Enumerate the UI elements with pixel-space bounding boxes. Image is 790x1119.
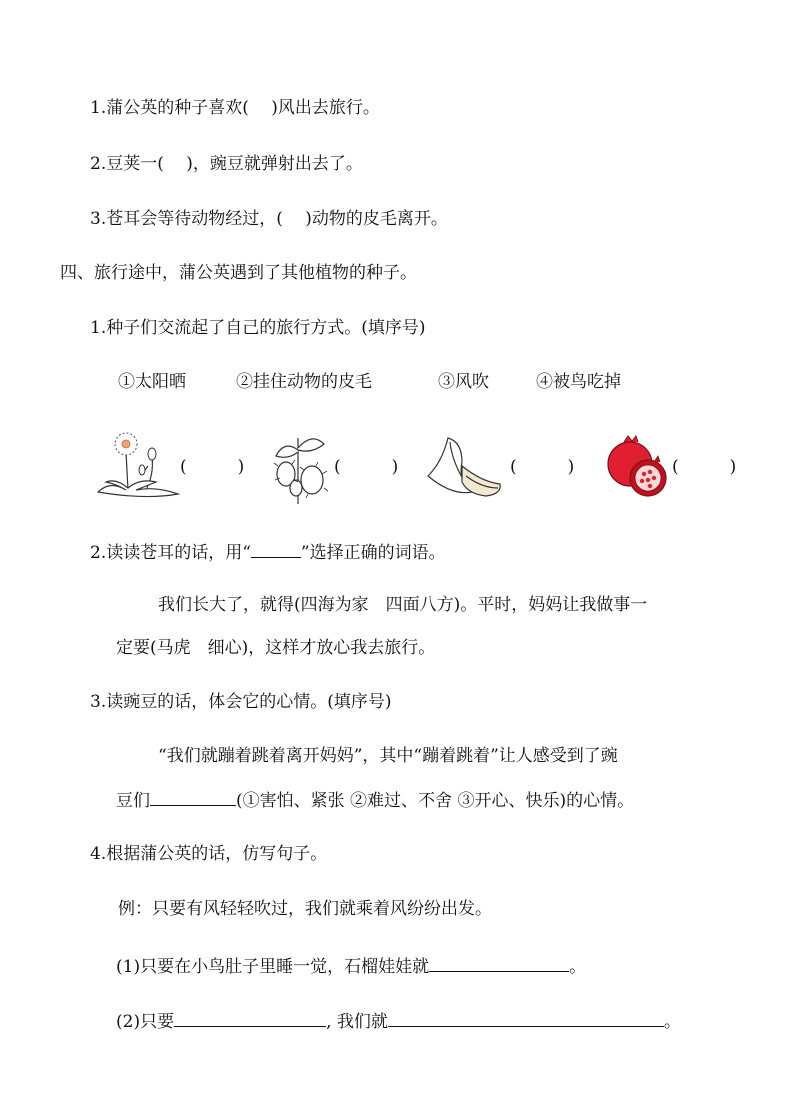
q4-item-2-mid: , 我们就 bbox=[326, 1012, 388, 1032]
question-item-2: 2.豆荚一( )，豌豆就弹射出去了。 bbox=[90, 154, 363, 174]
cocklebur-answer[interactable]: ( ) bbox=[334, 457, 399, 477]
q2-passage-line-2: 定要(马虎 细心)，这样才放心我去旅行。 bbox=[116, 638, 436, 658]
q4-item-2-end: 。 bbox=[663, 1012, 681, 1032]
q4-item-1-blank[interactable] bbox=[429, 953, 569, 972]
q4-item-1 bbox=[116, 953, 586, 979]
q1-option-1: ①太阳晒 bbox=[118, 372, 186, 392]
q4-item-1-text: (1)只要在小鸟肚子里睡一觉，石榴娃娃就 bbox=[116, 957, 430, 977]
q4-example: 例：只要有风轻轻吹过，我们就乘着风纷纷出发。 bbox=[118, 899, 492, 919]
pomegranate-icon bbox=[604, 434, 670, 500]
pomegranate-answer[interactable]: ( ) bbox=[672, 457, 737, 477]
q4-item-1-end: 。 bbox=[569, 957, 587, 977]
q2-passage-line-1: 我们长大了，就得(四海为家 四面八方)。平时，妈妈让我做事一 bbox=[158, 595, 648, 615]
q1-prompt: 1.种子们交流起了自己的旅行方式。(填序号) bbox=[90, 318, 426, 338]
q4-item-2 bbox=[116, 1008, 681, 1034]
q1-option-2: ②挂住动物的皮毛 bbox=[236, 372, 372, 392]
q3-passage-start: 豆们 bbox=[116, 791, 150, 811]
q4-item-2-blank-2[interactable] bbox=[388, 1008, 664, 1027]
pea-pod-answer[interactable]: ( ) bbox=[510, 457, 575, 477]
q2-prompt-start: 2.读读苍耳的话，用“ bbox=[90, 543, 251, 563]
q2-underline-sample bbox=[251, 539, 301, 558]
cocklebur-icon bbox=[268, 430, 334, 506]
q4-item-2-blank-1[interactable] bbox=[174, 1008, 326, 1027]
question-item-3: 3.苍耳会等待动物经过，( )动物的皮毛离开。 bbox=[90, 209, 448, 229]
q3-answer-blank[interactable] bbox=[150, 787, 236, 806]
dandelion-icon bbox=[96, 430, 182, 502]
dandelion-answer[interactable]: ( ) bbox=[180, 457, 245, 477]
q4-item-2-text: (2)只要 bbox=[116, 1012, 175, 1032]
q1-option-4: ④被鸟吃掉 bbox=[536, 372, 621, 392]
q4-prompt: 4.根据蒲公英的话，仿写句子。 bbox=[90, 844, 328, 864]
q2-prompt-end: ”选择正确的词语。 bbox=[300, 543, 446, 563]
q2-prompt bbox=[90, 539, 446, 565]
q3-passage-line-2 bbox=[116, 787, 634, 813]
pea-pod-icon bbox=[422, 432, 506, 500]
q3-passage-line-1: “我们就蹦着跳着离开妈妈”，其中“蹦着跳着”让人感受到了豌 bbox=[158, 746, 618, 766]
q1-option-3: ③风吹 bbox=[438, 372, 489, 392]
q3-passage-end: (①害怕、紧张 ②难过、不舍 ③开心、快乐)的心情。 bbox=[236, 791, 635, 811]
q3-prompt: 3.读豌豆的话，体会它的心情。(填序号) bbox=[90, 692, 392, 712]
section-heading: 四、旅行途中，蒲公英遇到了其他植物的种子。 bbox=[60, 263, 417, 283]
question-item-1: 1.蒲公英的种子喜欢( )风出去旅行。 bbox=[90, 98, 380, 118]
